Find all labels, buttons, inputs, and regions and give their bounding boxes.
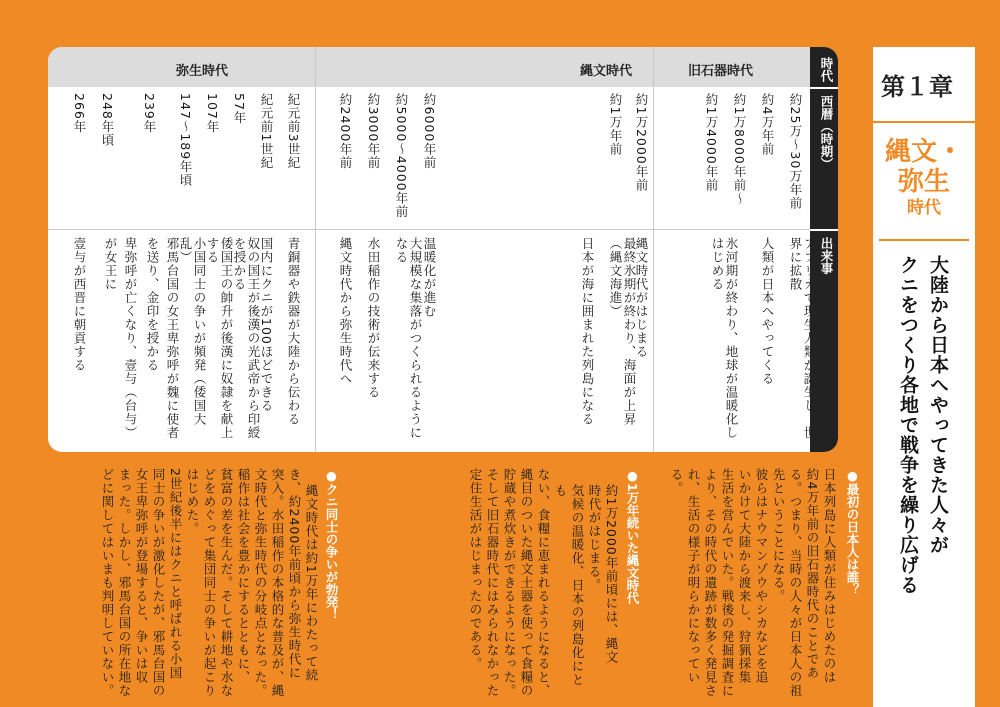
event-cell: 温暖化が進む bbox=[422, 237, 437, 318]
header-era: 時代 bbox=[819, 57, 834, 82]
section-body-3 bbox=[70, 468, 320, 698]
body-line: ない、食糧に恵まれるようになると、 bbox=[536, 468, 551, 698]
year-cell: 約2400年前 bbox=[338, 93, 353, 170]
year-cell: 約5000〜4000年前 bbox=[394, 93, 409, 219]
body-line: 定住生活がはじまったのである。 bbox=[468, 468, 483, 671]
header-separator bbox=[810, 87, 838, 89]
headline-line-2: クニをつくり各地で戦争を繰り広げる bbox=[897, 255, 919, 595]
event-cell: 倭国王の帥升が後漢に奴隷を献上する bbox=[205, 237, 234, 440]
year-cell: 239年 bbox=[142, 93, 157, 134]
era-jomon: 縄文時代 bbox=[580, 64, 633, 79]
year-cell: 約1万2000年前 bbox=[634, 93, 649, 192]
year-cell: 107年 bbox=[205, 93, 220, 134]
event-cell: 水田稲作の技術が伝来する bbox=[366, 237, 381, 399]
section-heading-3: ●クニ同士の争いが勃発！ bbox=[324, 468, 339, 621]
body-line: より、その時代の遺跡が数多く発見さ bbox=[703, 468, 718, 698]
chronology-table bbox=[48, 47, 838, 452]
event-cell: 日本が海に囲まれた列島になる bbox=[580, 237, 595, 426]
body-line: そして旧石器時代にはみられなかった bbox=[485, 468, 500, 698]
headline-line-1: 大陸から日本へやってきた人々が bbox=[927, 255, 949, 555]
body-line: どをめぐって集団同士の争いが起こり bbox=[202, 468, 217, 698]
body-line: いかけて大陸から渡来し、狩猟採集 bbox=[737, 468, 752, 684]
event-cell: 小国同士の争いが頻発（倭国大乱） bbox=[178, 237, 207, 426]
year-cell: 紀元前3世紀 bbox=[286, 93, 301, 170]
year-cell: 147〜189年頃 bbox=[178, 93, 193, 188]
event-cell: 邪馬台国の女王卑弥呼が魏に使者を送り、金印を授かる bbox=[145, 237, 180, 440]
body-line: 約1万2000年前頃には、縄文 bbox=[604, 484, 619, 664]
body-line: 貯蔵や煮炊きができるようになった。 bbox=[502, 468, 517, 698]
section-heading-1: ●最初の日本人は誰？ bbox=[845, 468, 860, 596]
era-title bbox=[873, 137, 975, 219]
year-cell: 約1万4000年前 bbox=[704, 93, 719, 192]
year-cell: 約1万8000年前〜 bbox=[732, 93, 747, 206]
section-heading-text: クニ同士の争いが勃発！ bbox=[324, 483, 339, 621]
era-title-rule bbox=[879, 239, 969, 241]
body-line: 約4万年前の旧石器時代のことであ bbox=[805, 468, 820, 680]
body-line: 同士の争いが激化したが、邪馬台国の bbox=[151, 468, 166, 698]
era-kyusekki: 旧石器時代 bbox=[688, 64, 754, 79]
body-line: る。つまり、当時の人々が日本人の祖 bbox=[788, 468, 803, 698]
year-cell: 約6000年前 bbox=[422, 93, 437, 170]
header-separator bbox=[810, 229, 838, 231]
era-yayoi: 弥生時代 bbox=[176, 64, 229, 79]
body-line: 彼らはナウマンゾウやシカなどを追 bbox=[754, 468, 769, 684]
year-cell: 約3000年前 bbox=[366, 93, 381, 170]
event-cell: 氷河期が終わり、地球が温暖化しはじめる bbox=[710, 237, 739, 440]
body-line: 先ということになる。 bbox=[771, 468, 786, 603]
year-cell: 57年 bbox=[232, 93, 247, 125]
table-row-header-column bbox=[810, 47, 838, 452]
header-year: 西暦（時期） bbox=[819, 95, 834, 170]
body-line: 2世紀後半にはクニと呼ばれる小国 bbox=[168, 468, 183, 680]
event-cell: 縄文時代がはじまる bbox=[634, 237, 649, 359]
event-cell: 青銅器や鉄器が大陸から伝わる bbox=[286, 237, 301, 426]
event-cell: 人類が日本へやってくる bbox=[760, 237, 775, 386]
chapter-label-rule bbox=[873, 121, 975, 123]
event-cell: 国内にクニが100ほどできる bbox=[259, 237, 274, 413]
era-title-line2: 弥生 bbox=[897, 167, 950, 197]
divider-kyusekki-jomon bbox=[653, 47, 654, 452]
body-line: 縄目のついた縄文土器を使って食糧の bbox=[519, 468, 534, 698]
event-cell: 縄文時代から弥生時代へ bbox=[338, 237, 353, 386]
body-line: 突入。水田稲作の本格的な普及が、縄 bbox=[270, 468, 285, 698]
body-line: はじめた。 bbox=[185, 468, 200, 536]
event-cell: 卑弥呼が亡くなり、壹与（台与）が女王に bbox=[103, 237, 138, 440]
body-line: 生活を営んでいた。戦後の発掘調査に bbox=[720, 468, 735, 698]
divider-jomon-yayoi bbox=[315, 47, 316, 452]
body-line: 縄文時代は約1万年にわたって続 bbox=[304, 484, 319, 682]
year-cell: 約4万年前 bbox=[760, 93, 775, 156]
section-body-1 bbox=[650, 468, 838, 698]
era-title-line1: 縄文・ bbox=[884, 137, 963, 167]
year-cell: 266年 bbox=[72, 93, 87, 134]
year-cell: 紀元前1世紀 bbox=[259, 93, 274, 170]
body-line: 日本列島に人類が住みはじめたのは bbox=[822, 468, 837, 684]
body-line: 稲作は社会を豊かにするとともに、 bbox=[236, 468, 251, 684]
event-cell: 最終氷期が終わり、海面が上昇（縄文海進） bbox=[608, 237, 637, 426]
section-heading-2: ●1万年続いた縄文時代 bbox=[625, 468, 640, 605]
section-body-2 bbox=[470, 468, 620, 698]
event-cell: 界に拡散 bbox=[788, 237, 803, 291]
body-line: 貧富の差を生んだ。そして耕地や水な bbox=[219, 468, 234, 698]
body-line: 女王卑弥呼が登場すると、争いは収 bbox=[134, 468, 149, 684]
event-cell: 大規模な集落がつくられるようになる bbox=[394, 237, 423, 440]
chapter-title-panel bbox=[873, 47, 975, 707]
era-title-sub: 時代 bbox=[907, 198, 941, 218]
body-line: まった。しかし、邪馬台国の所在地な bbox=[117, 468, 132, 698]
body-line: れ、生活の様子が明らかになっている。 bbox=[669, 468, 701, 684]
body-line: 気候の温暖化、日本の列島化にとも bbox=[553, 484, 585, 687]
section-heading-text: 最初の日本人は誰？ bbox=[845, 483, 860, 596]
event-cell: 壹与が西晋に朝貢する bbox=[72, 237, 87, 372]
body-line: き、約2400年前頃から弥生時代に bbox=[287, 468, 302, 680]
body-line: 文時代と弥生時代の分岐点となった。 bbox=[253, 468, 268, 698]
body-line: どに関してはいまも判明していない。 bbox=[100, 468, 115, 698]
year-cell: 約1万年前 bbox=[608, 93, 623, 156]
year-cell: 約25万〜30万年前 bbox=[788, 93, 803, 210]
header-events: 出来事 bbox=[819, 237, 834, 275]
chapter-label: 第１章 bbox=[881, 73, 953, 101]
body-line: 時代がはじまる。 bbox=[587, 484, 602, 592]
event-cell: 奴の国王が後漢の光武帝から印綬を授かる bbox=[232, 237, 261, 440]
year-cell: 248年頃 bbox=[100, 93, 115, 147]
divider-year-events bbox=[48, 229, 810, 230]
section-heading-text: 1万年続いた縄文時代 bbox=[625, 483, 640, 605]
